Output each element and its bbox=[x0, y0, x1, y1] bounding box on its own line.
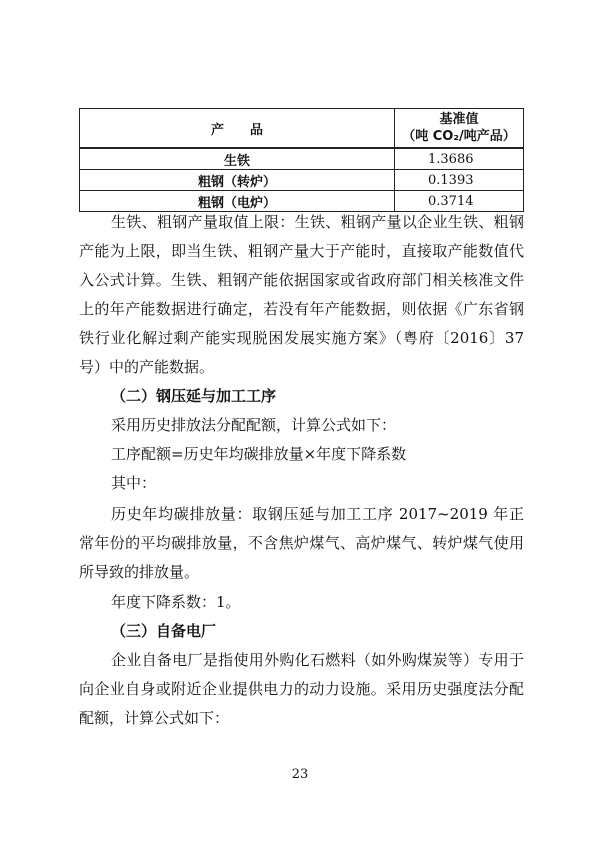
table-row bbox=[80, 170, 524, 191]
row-product: 粗钢（转炉） bbox=[80, 170, 395, 191]
row-value: 0.3714 bbox=[395, 191, 524, 212]
row-product: 粗钢（电炉） bbox=[80, 191, 395, 212]
row-product: 生铁 bbox=[80, 148, 395, 170]
row-value: 0.1393 bbox=[395, 170, 524, 191]
row-value: 1.3686 bbox=[395, 148, 524, 170]
table-row bbox=[80, 148, 524, 170]
paragraph-production-cap: 生铁、粗钢产量取值上限：生铁、粗钢产量以企业生铁、粗钢产能为上限，即当生铁、粗钢产量大于产能时，直接取产能数值代入公式计算。生铁、粗钢产能依据国家或省政府部门相关核准文件上的年产能数据进行确定，若没有年产能数据，则依据《广东省钢铁行业化解过剩产能实现脱困发展实施方案》（粤府〔2016〕37 号）中的产能数据。 bbox=[79, 213, 524, 376]
paragraph-historical-emission: 历史年均碳排放量：取钢压延与加工工序 2017~2019 年正常年份的平均碳排放量，不含焦炉煤气、高炉煤气、转炉煤气使用所导致的排放量。 bbox=[79, 505, 524, 581]
header-value bbox=[395, 109, 524, 149]
header-value-unit: （吨 CO₂/吨产品） bbox=[402, 129, 516, 144]
paragraph-method-rolling: 采用历史排放法分配配额，计算公式如下： bbox=[111, 416, 397, 434]
page-number: 23 bbox=[291, 767, 309, 782]
header-product: 产 品 bbox=[80, 109, 395, 149]
formula-rolling: 工序配额=历史年均碳排放量×年度下降系数 bbox=[111, 445, 407, 463]
paragraph-decline-factor: 年度下降系数：1。 bbox=[111, 593, 241, 611]
paragraph-where: 其中： bbox=[111, 474, 157, 492]
paragraph-power-plant: 企业自备电厂是指使用外购化石燃料（如外购煤炭等）专用于向企业自身或附近企业提供电力的动力设施。采用历史强度法分配配额，计算公式如下： bbox=[79, 651, 524, 727]
header-value-title: 基准值 bbox=[439, 112, 479, 127]
section-heading-rolling: （二）钢压延与加工工序 bbox=[111, 387, 277, 405]
section-heading-power-plant: （三）自备电厂 bbox=[111, 622, 217, 640]
benchmark-table bbox=[79, 108, 524, 212]
table-header-row bbox=[80, 109, 524, 149]
